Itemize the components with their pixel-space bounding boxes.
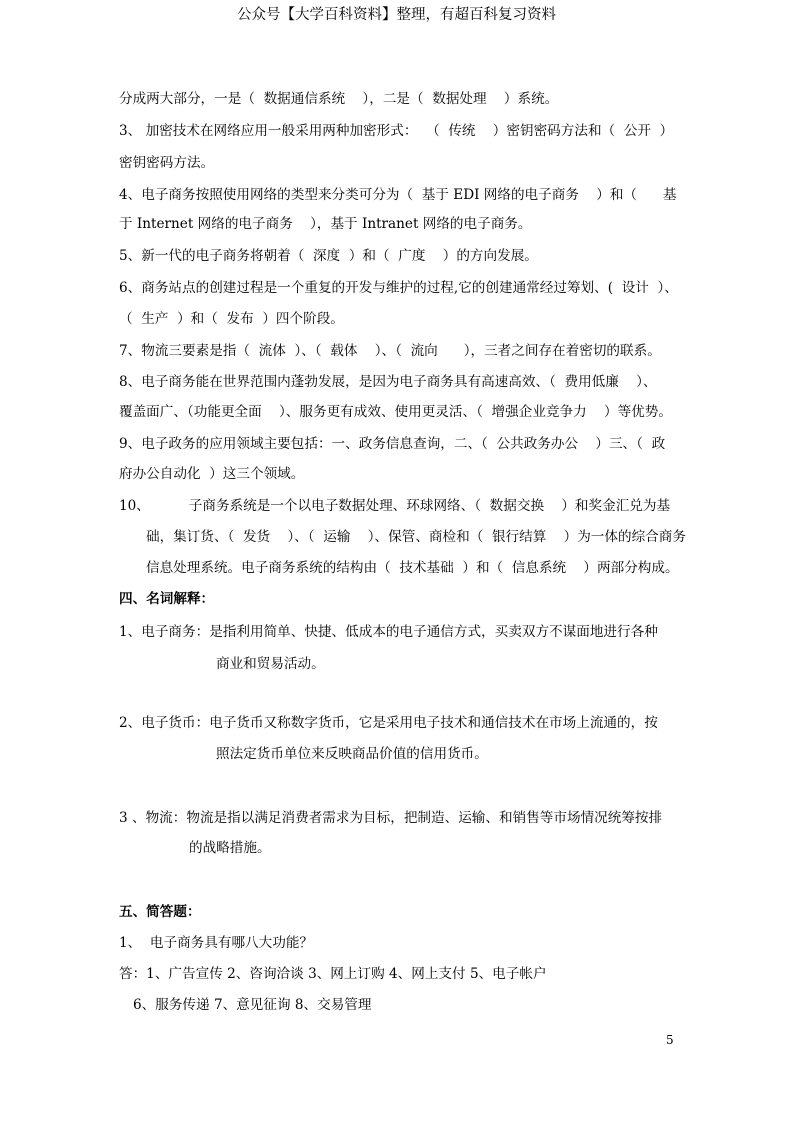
text-line: 的战略措施。: [189, 840, 271, 856]
text-line: （ 生产 ）和（ 发布 ）四个阶段。: [119, 311, 344, 327]
text-line: 商业和贸易活动。: [216, 656, 325, 672]
page-number: 5: [666, 1033, 674, 1047]
text-line: 1、电子商务：是指利用简单、快捷、低成本的电子通信方式，买卖双方不谋面地进行各种: [119, 624, 658, 640]
text-line: 4、电子商务按照使用网络的类型来分类可分为（ 基于 EDI 网络的电子商务 ）和（ 基: [119, 187, 677, 203]
text-line: 3 、物流：物流是指以满足消费者需求为目标，把制造、运输、和销售等市场情况统筹按排: [119, 810, 663, 826]
text-line: 9、电子政务的应用领域主要包括：一、政务信息查询，二、（ 公共政务办公 ）三、（ 政: [119, 436, 666, 452]
text-line: 照法定货币单位来反映商品价值的信用货币。: [216, 746, 488, 762]
text-line: 2、电子货币：电子货币又称数字货币，它是采用电子技术和通信技术在市场上流通的，按: [119, 715, 658, 731]
text-line: 7、物流三要素是指（ 流体 ）、（ 载体 ）、（ 流向 ），三者之间存在着密切的联系。: [119, 343, 661, 359]
text-line: 础，集订货、（ 发货 ）、（ 运输 ）、保管、商检和（ 银行结算 ）为一体的综合商务: [146, 529, 686, 545]
text-line: 5、新一代的电子商务将朝着（ 深度 ）和（ 广度 ）的方向发展。: [119, 248, 538, 264]
text-line: 8、电子商务能在世界范围内蓬勃发展，是因为电子商务具有高速高效、（ 费用低廉 ）、: [119, 374, 657, 390]
text-line: 1、 电子商务具有哪八大功能？: [119, 935, 314, 951]
text-line: 答：1、广告宣传 2、咨询洽谈 3、网上订购 4、网上支付 5、电子帐户: [119, 966, 547, 982]
text-line: 10、 子商务系统是一个以电子数据处理、环球网络、（ 数据交换 ）和奖金汇兑为基: [119, 498, 671, 514]
text-line: 6、服务传递 7、意见征询 8、交易管理: [133, 997, 372, 1013]
text-line: 6、商务站点的创建过程是一个重复的开发与维护的过程,它的创建通常经过筹划、( 设计 ）、: [119, 280, 678, 296]
text-line: 府办公自动化 ）这三个领域。: [119, 466, 305, 482]
text-line: 于 Internet 网络的电子商务 ），基于 Intranet 网络的电子商务。: [119, 216, 532, 232]
section-heading: 四、名词解释：: [119, 591, 215, 607]
text-line: 覆盖面广、（功能更全面 ）、服务更有成效、使用更灵活、（ 增强企业竞争力 ）等优势。: [119, 404, 672, 420]
text-line: 3、 加密技术在网络应用一般采用两种加密形式： （ 传统 ）密钥密码方法和（ 公开 ）: [119, 123, 674, 139]
text-line: 密钥密码方法。: [119, 155, 215, 171]
text-line: 信息处理系统。电子商务系统的结构由（ 技术基础 ）和（ 信息系统 ）两部分构成。: [146, 560, 679, 576]
page-header: 公众号【大学百科资料】整理，有超百科复习资料: [237, 7, 556, 23]
text-line: 分成两大部分，一是（ 数据通信系统 ），二是（ 数据处理 ）系统。: [119, 91, 559, 107]
section-heading: 五、简答题：: [119, 904, 201, 920]
